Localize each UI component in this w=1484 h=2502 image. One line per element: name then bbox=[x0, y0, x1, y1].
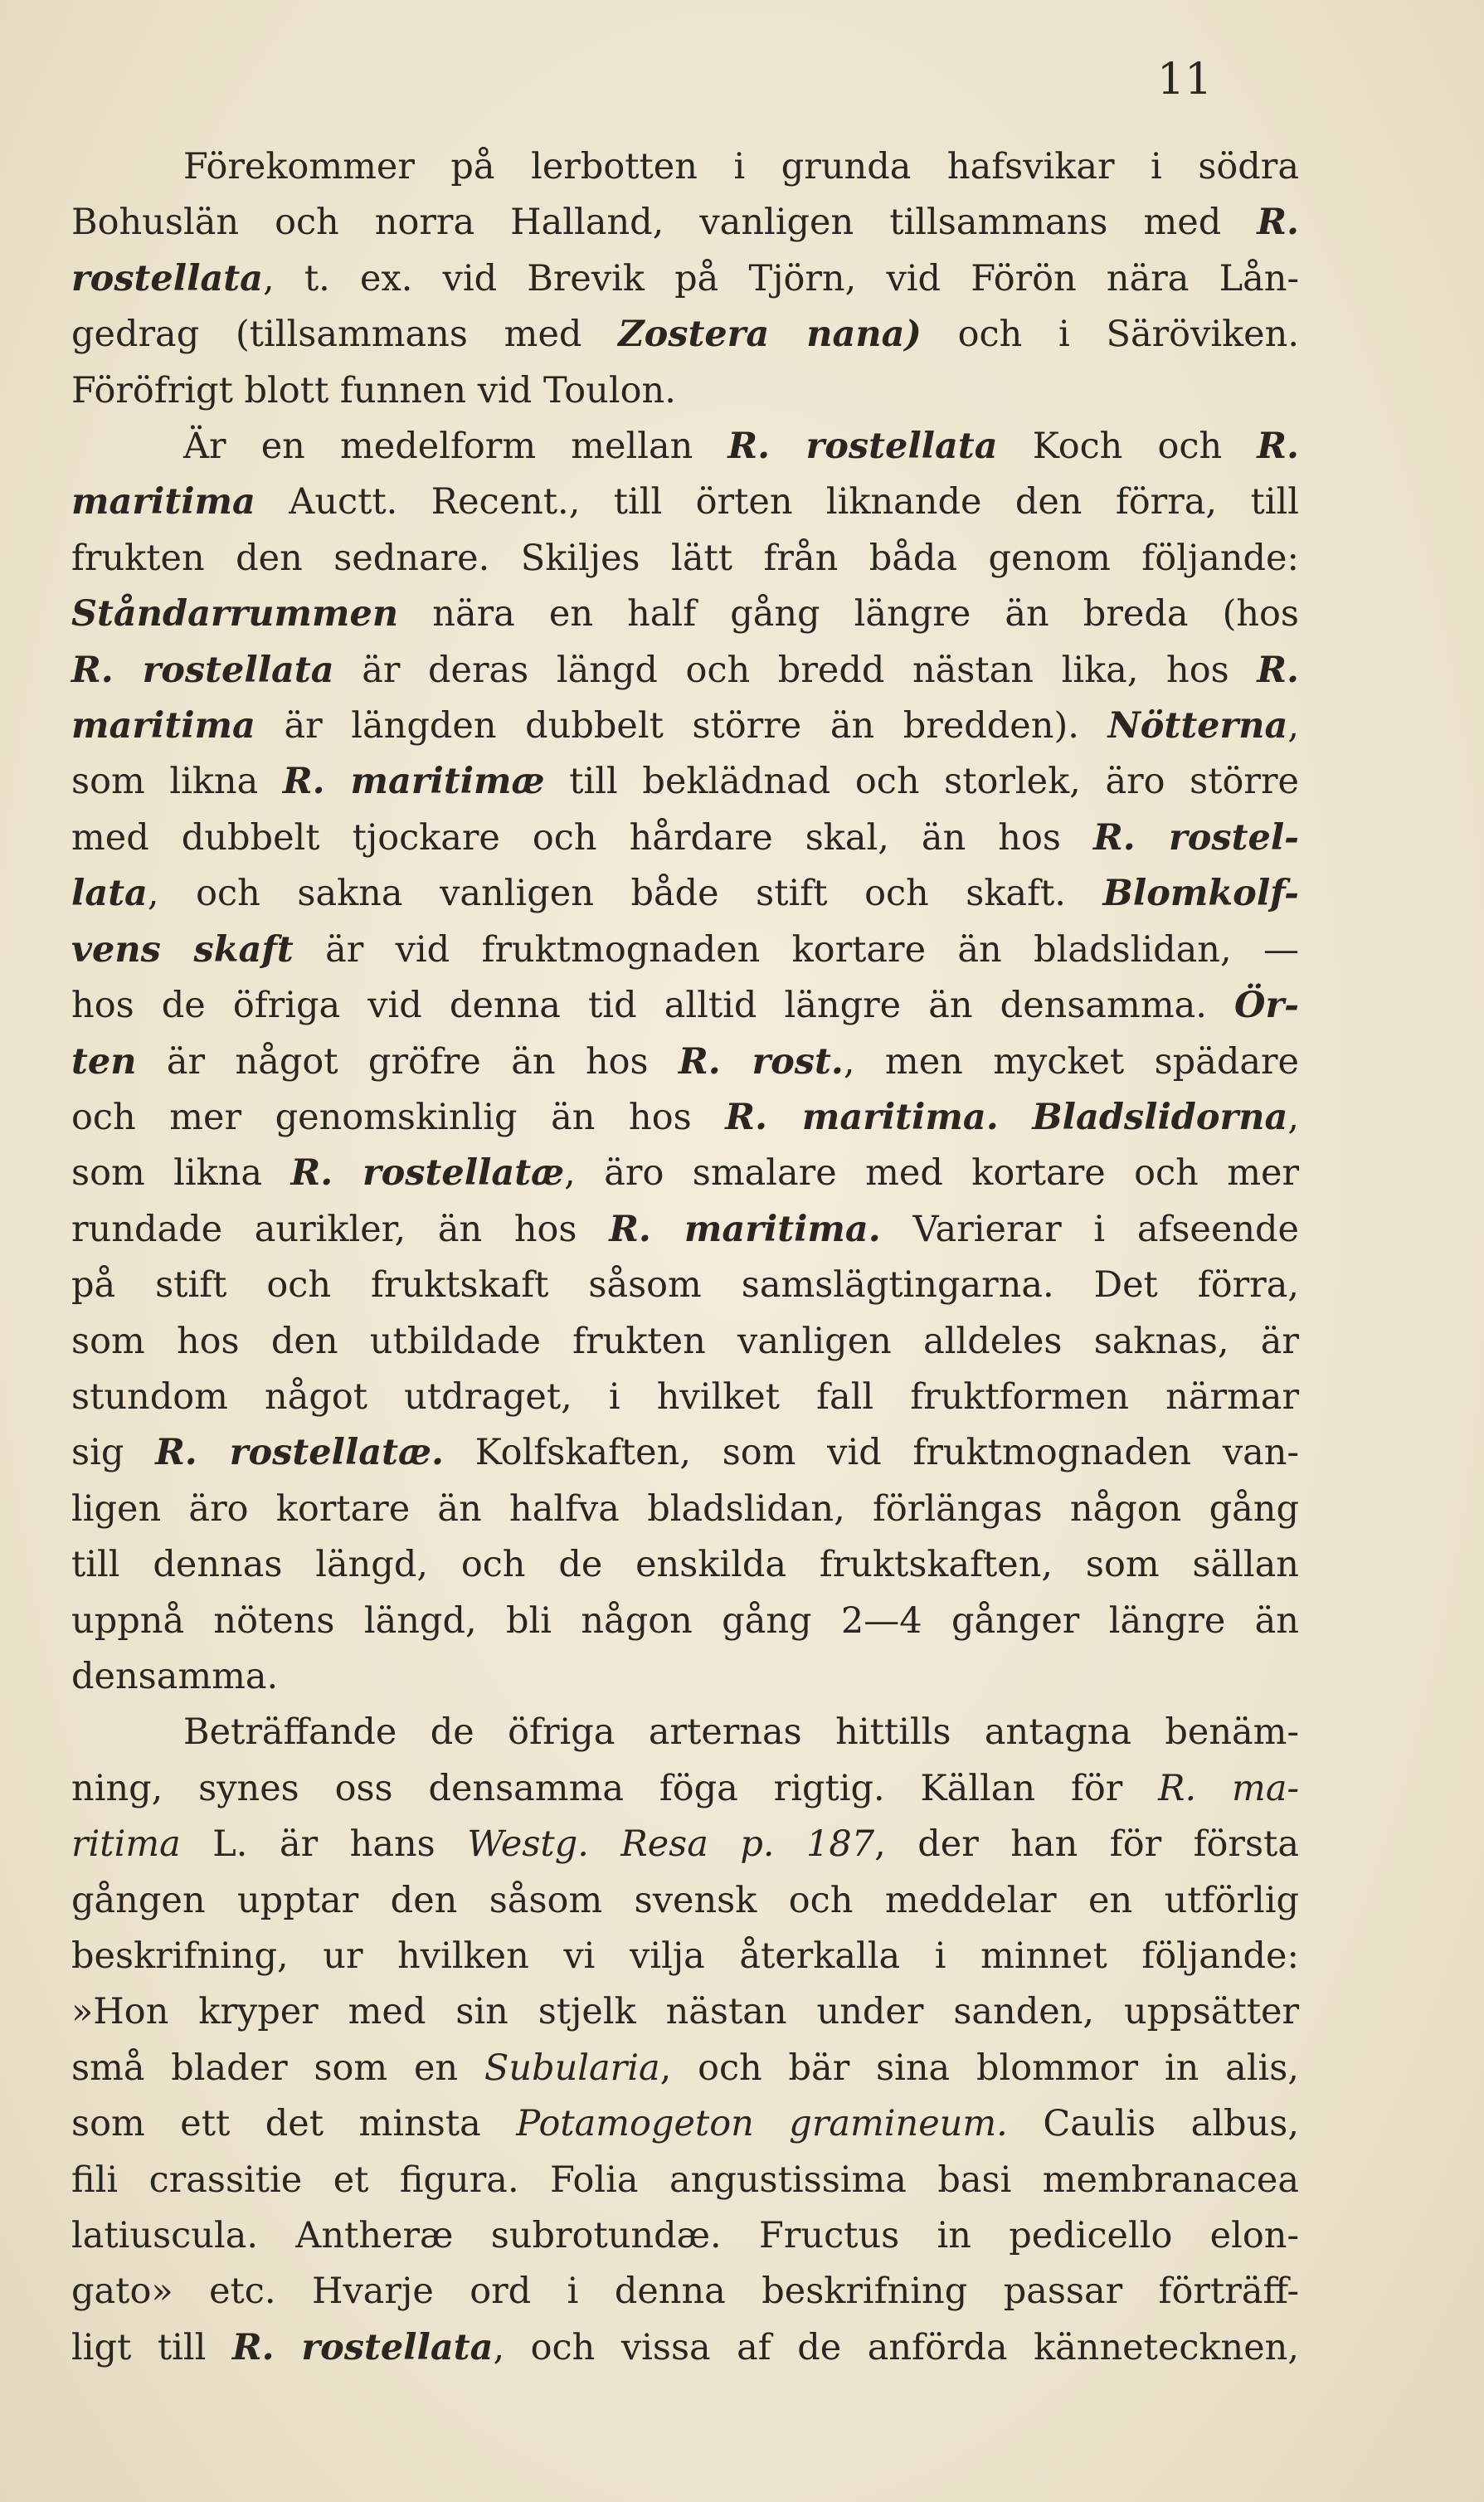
text-line bbox=[71, 2264, 1299, 2319]
text-span: hos de öfriga vid denna tid alltid längre än densamma. bbox=[71, 985, 1235, 1027]
text-span: sig bbox=[71, 1432, 156, 1474]
text-line bbox=[71, 195, 1299, 251]
text-line bbox=[71, 1817, 1299, 1872]
text-span: är deras längd och bredd nästan lika, hos bbox=[333, 649, 1258, 691]
text-span: frukten den sednare. Skiljes lätt från båda genom följande: bbox=[71, 537, 1299, 579]
emphasized-text: Bladslidorna bbox=[1032, 1096, 1288, 1138]
text-span: uppnå nötens längd, bli någon gång 2—4 gånger längre än bbox=[71, 1599, 1299, 1642]
emphasized-text: Potamogeton gramineum. bbox=[516, 2103, 1008, 2145]
text-span: Beträffande de öfriga arternas hittills antagna benäm- bbox=[183, 1711, 1299, 1754]
text-line bbox=[71, 1258, 1299, 1313]
text-line bbox=[71, 1537, 1299, 1593]
text-span: , och vissa af de anförda kännetecknen, bbox=[493, 2326, 1299, 2368]
text-line bbox=[71, 1034, 1299, 1090]
emphasized-text: R. maritima. bbox=[609, 1208, 881, 1250]
text-span: Föröfrigt blott funnen vid Toulon. bbox=[71, 369, 676, 411]
emphasized-text: ten bbox=[71, 1040, 137, 1083]
text-span: Auctt. Recent., till örten liknande den förra, till bbox=[255, 481, 1299, 523]
emphasized-text: R. ma- bbox=[1158, 1767, 1299, 1809]
text-span: är något gröfre än hos bbox=[136, 1040, 679, 1083]
emphasized-text: Ståndarrummen bbox=[71, 593, 399, 635]
text-line bbox=[71, 754, 1299, 810]
emphasized-text: R. rostellata bbox=[727, 426, 998, 468]
emphasized-text: R. bbox=[1257, 649, 1299, 691]
emphasized-text: Westg. Resa p. 187 bbox=[467, 1823, 875, 1866]
emphasized-text: R. rostellata bbox=[71, 649, 334, 691]
emphasized-text: R. bbox=[1257, 202, 1299, 244]
text-line bbox=[71, 2320, 1299, 2376]
emphasized-text: R. rostellatæ bbox=[290, 1152, 565, 1195]
emphasized-text: Blomkolf- bbox=[1102, 873, 1299, 915]
text-line bbox=[71, 2096, 1299, 2152]
text-span: , t. ex. vid Brevik på Tjörn, vid Förön nära Lån- bbox=[263, 257, 1299, 299]
text-span: med dubbelt tjockare och hårdare skal, än hos bbox=[71, 816, 1093, 859]
text-span: nära en half gång längre än breda (hos bbox=[398, 593, 1299, 635]
text-span: , bbox=[1287, 1096, 1299, 1138]
text-line bbox=[71, 1370, 1299, 1425]
text-line bbox=[71, 587, 1299, 642]
text-line bbox=[71, 1761, 1299, 1817]
text-span: , och sakna vanligen både stift och skaft. bbox=[147, 873, 1103, 915]
text-span: beskrifning, ur hvilken vi vilja återkalla i minnet följande: bbox=[71, 1935, 1299, 1977]
text-span: , men mycket spädare bbox=[843, 1040, 1299, 1083]
text-span: , bbox=[1287, 705, 1299, 747]
text-line bbox=[71, 1705, 1299, 1760]
text-span: Varierar i afseende bbox=[880, 1208, 1299, 1250]
text-span bbox=[999, 1097, 1033, 1138]
text-line bbox=[71, 1929, 1299, 1984]
emphasized-text: lata bbox=[71, 873, 148, 915]
text-line bbox=[71, 2153, 1299, 2208]
text-line bbox=[71, 307, 1299, 363]
text-span: och i Säröviken. bbox=[921, 314, 1299, 356]
emphasized-text: Zostera nana) bbox=[618, 314, 922, 356]
text-span: som likna bbox=[71, 1152, 291, 1195]
text-span: och mer genomskinlig än hos bbox=[71, 1096, 726, 1138]
text-line bbox=[71, 1482, 1299, 1537]
emphasized-text: R. rost. bbox=[679, 1040, 844, 1083]
text-line bbox=[71, 978, 1299, 1034]
text-span: ligen äro kortare än halfva bladslidan, förlängas någon gång bbox=[71, 1487, 1299, 1530]
text-span: fili crassitie et figura. Folia angustissima basi membranacea bbox=[71, 2159, 1299, 2201]
text-span: Förekommer på lerbotten i grunda hafsvikar i södra bbox=[183, 146, 1299, 187]
text-span: , der han för första bbox=[874, 1823, 1299, 1866]
text-line bbox=[71, 810, 1299, 866]
emphasized-text: ritima bbox=[71, 1823, 181, 1866]
text-line bbox=[71, 419, 1299, 475]
emphasized-text: rostellata bbox=[71, 257, 264, 299]
text-line bbox=[71, 922, 1299, 978]
text-line bbox=[71, 1649, 1299, 1705]
text-span: Kolfskaften, som vid fruktmognaden van- bbox=[443, 1432, 1299, 1474]
text-span: , äro smalare med kortare och mer bbox=[564, 1152, 1299, 1195]
text-span: latiuscula. Antheræ subrotundæ. Fructus in pedicello elon- bbox=[71, 2215, 1299, 2257]
text-span: gedrag (tillsammans med bbox=[71, 314, 619, 356]
text-span: små blader som en bbox=[71, 2047, 484, 2089]
text-line bbox=[71, 1984, 1299, 2040]
text-line bbox=[71, 699, 1299, 754]
text-span: , och bär sina blommor in alis, bbox=[659, 2047, 1299, 2089]
text-line bbox=[71, 1202, 1299, 1258]
text-span: »Hon kryper med sin stjelk nästan under sanden, uppsätter bbox=[71, 1991, 1299, 2033]
text-span: som hos den utbildade frukten vanligen alldeles saknas, är bbox=[71, 1320, 1299, 1362]
emphasized-text: R. bbox=[1257, 426, 1300, 468]
emphasized-text: R. rostellatæ. bbox=[155, 1432, 444, 1474]
text-line bbox=[71, 1146, 1299, 1201]
text-span: som likna bbox=[71, 761, 283, 803]
emphasized-text: R. rostel- bbox=[1093, 816, 1299, 859]
emphasized-text: R. maritima. bbox=[725, 1096, 999, 1138]
emphasized-text: maritima bbox=[71, 481, 255, 523]
text-line bbox=[71, 251, 1299, 307]
text-span: gången upptar den såsom svensk och meddelar en utförlig bbox=[71, 1879, 1299, 1921]
text-span: Koch och bbox=[997, 426, 1258, 468]
emphasized-text: R. maritimæ bbox=[282, 761, 545, 803]
text-span: rundade aurikler, än hos bbox=[71, 1208, 610, 1250]
text-line bbox=[71, 866, 1299, 922]
text-line bbox=[71, 139, 1299, 195]
text-span: Är en medelform mellan bbox=[183, 426, 728, 468]
text-span: till beklädnad och storlek, äro större bbox=[544, 761, 1299, 803]
emphasized-text: Ör- bbox=[1234, 985, 1299, 1027]
page-number: 11 bbox=[1157, 55, 1213, 105]
text-span: Caulis albus, bbox=[1007, 2103, 1300, 2145]
text-line bbox=[71, 531, 1299, 587]
text-line bbox=[71, 1090, 1299, 1146]
text-line bbox=[71, 1314, 1299, 1370]
emphasized-text: R. rostellata bbox=[231, 2326, 494, 2368]
text-line bbox=[71, 1425, 1299, 1481]
text-span: som ett det minsta bbox=[71, 2103, 517, 2145]
text-span: är vid fruktmognaden kortare än bladslidan, — bbox=[293, 928, 1299, 971]
text-line bbox=[71, 1594, 1299, 1649]
body-text bbox=[71, 139, 1299, 2376]
text-line bbox=[71, 475, 1299, 530]
emphasized-text: maritima bbox=[71, 705, 255, 747]
text-line bbox=[71, 2041, 1299, 2096]
text-span: till dennas längd, och de enskilda fruktskaften, som sällan bbox=[71, 1544, 1299, 1586]
text-line bbox=[71, 1873, 1299, 1929]
text-span: är längden dubbelt större än bredden). bbox=[255, 705, 1108, 747]
text-span: L. är hans bbox=[180, 1823, 468, 1866]
text-span: Bohuslän och norra Halland, vanligen tillsammans med bbox=[71, 202, 1258, 244]
text-span: ning, synes oss densamma föga rigtig. Källan för bbox=[71, 1767, 1159, 1809]
text-span: på stift och fruktskaft såsom samslägtingarna. Det förra, bbox=[71, 1264, 1299, 1307]
text-span: densamma. bbox=[71, 1655, 279, 1697]
text-span: ligt till bbox=[71, 2326, 232, 2368]
emphasized-text: vens skaft bbox=[71, 928, 294, 971]
emphasized-text: Nötterna bbox=[1107, 705, 1288, 747]
emphasized-text: Subularia bbox=[484, 2047, 660, 2089]
text-span: stundom något utdraget, i hvilket fall fruktformen närmar bbox=[71, 1375, 1299, 1418]
text-line bbox=[71, 643, 1299, 699]
text-line bbox=[71, 363, 1299, 419]
text-span: gato» etc. Hvarje ord i denna beskrifning passar förträff- bbox=[71, 2271, 1299, 2313]
text-line bbox=[71, 2208, 1299, 2264]
